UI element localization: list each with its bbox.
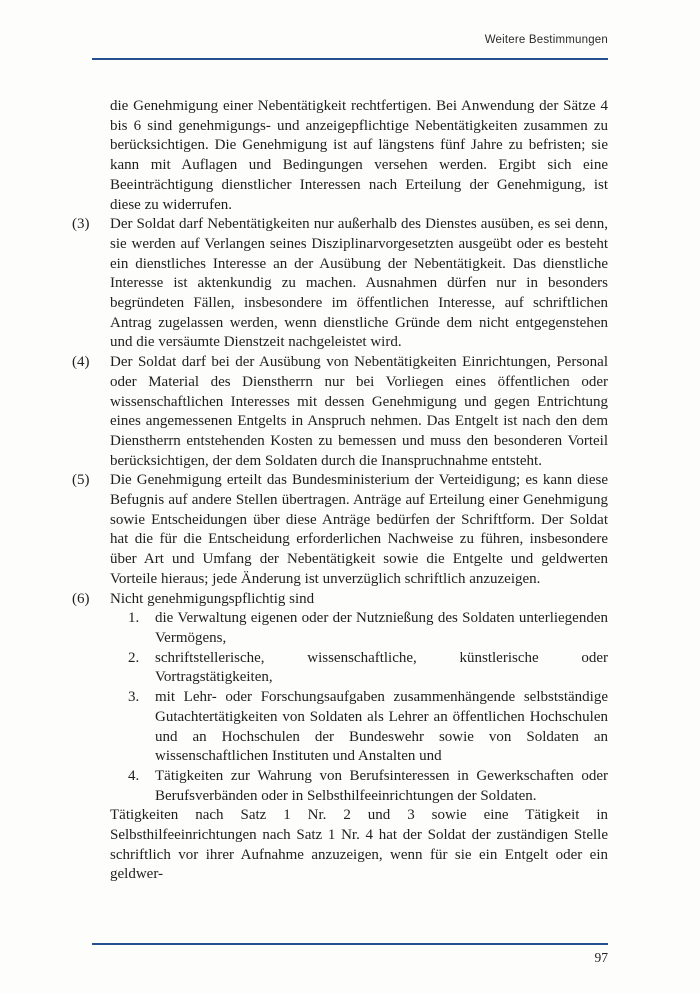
enumerated-list bbox=[128, 609, 608, 806]
paragraph-text: Der Soldat darf Nebentätigkeiten nur außerhalb des Dienstes ausüben, es sei denn, sie werden auf Verlangen seines Disziplinarvorgesetzten ausgeübt oder es besteht ein dienstliches Interesse an der Ausübung der Nebentätigkeit. Das dienstliche Interesse ist aktenkundig zu machen. Ausnahmen dürfen nur in besonders begründeten Fällen, insbesondere im öffentlichen Interesse, auf schriftlichen Antrag zugelassen werden, wenn dienstliche Gründe dem nicht entgegenstehen und die versäumte Dienstzeit nachgeleistet wird. bbox=[110, 216, 608, 351]
list-text: die Verwaltung eigenen oder der Nutznießung des Soldaten unterliegenden Vermögens, bbox=[155, 610, 608, 646]
header-rule bbox=[92, 58, 608, 60]
list-number: 3. bbox=[128, 689, 140, 706]
list-item bbox=[128, 767, 608, 806]
list-text: Tätigkeiten zur Wahrung von Berufsinteressen in Gewerkschaften oder Berufsverbänden oder in Selbsthilfeeinrichtungen der Soldaten. bbox=[155, 767, 608, 804]
paragraph-number: (4) bbox=[72, 354, 90, 371]
footer-rule bbox=[92, 943, 608, 945]
list-number: 4. bbox=[128, 767, 140, 784]
continuation-paragraph: die Genehmigung einer Nebentätigkeit rechtfertigen. Bei Anwendung der Sätze 4 bis 6 sind genehmigungs- und anzeigepflichtige Nebentätigkeiten zusammen zu berücksichtigen. Die Genehmigung ist auf längstens fünf Jahre zu befristen; sie kann mit Auflagen und Bedingungen versehen werden. Ergibt sich eine Beeinträchtigung dienstlicher Interessen nach Erteilung der Genehmigung, ist diese zu widerrufen. bbox=[110, 98, 608, 213]
paragraph-number: (5) bbox=[72, 472, 90, 489]
paragraph-text: Nicht genehmigungspflichtig sind bbox=[110, 590, 315, 607]
list-item bbox=[128, 688, 608, 767]
list-text: mit Lehr- oder Forschungsaufgaben zusammenhängende selbstständige Gutachtertätigkeiten von Soldaten als Lehrer an öffentlichen Hochschulen und an Hochschulen der Bundeswehr sowie von Soldaten an wissenschaftlichen Instituten und Anstalten und bbox=[155, 689, 608, 765]
paragraph-text: Der Soldat darf bei der Ausübung von Nebentätigkeiten Einrichtungen, Personal oder Material des Dienstherrn nur bei Vorliegen eines öffentlichen oder wissenschaftlichen Interesses mit dessen Genehmigung und gegen Entrichtung eines angemessenen Entgelts in Anspruch nehmen. Das Entgelt ist nach den dem Dienstherrn entstehenden Kosten zu bemessen und muss den besonderen Vorteil berücksichtigen, der dem Soldaten durch die Inanspruchnahme entsteht. bbox=[110, 354, 608, 469]
list-number: 2. bbox=[128, 649, 140, 666]
body-text bbox=[72, 97, 608, 885]
list-number: 1. bbox=[128, 610, 140, 627]
list-text: schriftstellerische, wissenschaftliche, künstlerische oder Vortragstätigkeiten, bbox=[155, 649, 608, 686]
paragraph-item bbox=[72, 215, 608, 353]
paragraph-number: (6) bbox=[72, 590, 90, 607]
paragraph-text: Die Genehmigung erteilt das Bundesministerium der Verteidigung; es kann diese Befugnis auf andere Stellen übertragen. Anträge auf Erteilung einer Genehmigung sowie Entscheidungen über diese Anträge bedürfen der Schriftform. Der Soldat hat die für die Entscheidung erforderlichen Nachweise zu führen, insbesondere über Art und Umfang der Nebentätigkeit sowie die Entgelte und geldwerten Vorteile hieraus; jede Änderung ist unverzüglich schriftlich anzuzeigen. bbox=[110, 472, 608, 587]
paragraph-item bbox=[72, 590, 608, 610]
paragraph-item bbox=[72, 353, 608, 471]
list-item bbox=[128, 609, 608, 648]
running-title: Weitere Bestimmungen bbox=[484, 34, 608, 46]
paragraph-number: (3) bbox=[72, 216, 90, 233]
paragraph-item bbox=[72, 471, 608, 589]
page-number: 97 bbox=[594, 950, 608, 965]
list-item bbox=[128, 649, 608, 688]
closing-paragraph: Tätigkeiten nach Satz 1 Nr. 2 und 3 sowie eine Tätigkeit in Selbsthilfeeinrichtungen nach Satz 1 Nr. 4 hat der Soldat der zuständigen Stelle schriftlich vor ihrer Aufnahme anzuzeigen, wenn für sie ein Entgelt oder ein geldwer- bbox=[110, 807, 608, 883]
